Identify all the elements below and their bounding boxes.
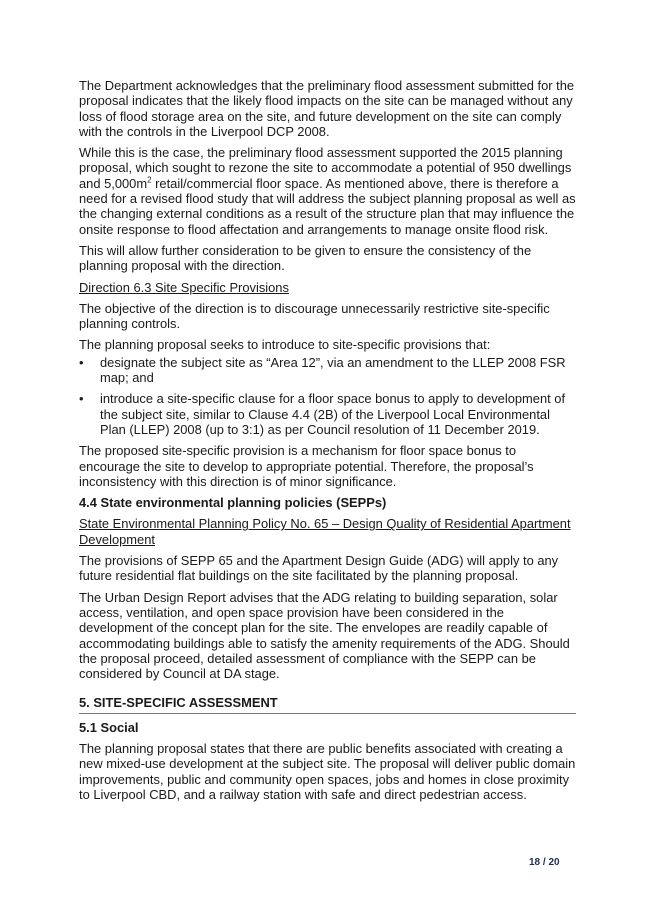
sepp-heading: State Environmental Planning Policy No. 65 – Design Quality of Residential Apartment Development <box>79 516 571 547</box>
paragraph-text: retail/commercial floor space. As mentioned above, there is therefore a need for a revised flood study that will address the subject planning proposal as well as the changing external conditions as a result of the structure plan that may influence the onsite response to flood affectation and arrangements to manage onsite flood risk. <box>79 175 576 237</box>
list-item: • introduce a site-specific clause for a floor space bonus to apply to development of the subject site, similar to Clause 4.4 (2B) of the Liverpool Local Environmental Plan (LLEP) 2008 (up to 3:1) as per Council resolution of 11 December 2019. <box>79 391 566 437</box>
page-number: 18 / 20 <box>529 857 560 868</box>
paragraph: The proposed site-specific provision is a mechanism for floor space bonus to encourage the site to develop to appropriate potential. Therefore, the proposal’s inconsistency with this direction is of minor significance. <box>79 443 534 489</box>
paragraph: The Urban Design Report advises that the ADG relating to building separation, solar access, ventilation, and open space provision have been considered in the development of the concept plan for the site. The envelopes are readily capable of accommodating buildings able to satisfy the amenity requirements of the ADG. Should the proposal proceed, detailed assessment of compliance with the SEPP can be considered by Council at DA stage. <box>79 589 570 682</box>
paragraph: The objective of the direction is to discourage unnecessarily restrictive site-specific planning controls. <box>79 300 550 332</box>
section-heading-5-1: 5.1 Social <box>79 719 139 735</box>
superscript: 2 <box>147 175 152 185</box>
section-heading-4-4: 4.4 State environmental planning policies (SEPPs) <box>79 495 387 511</box>
bullet-list <box>79 355 576 437</box>
paragraph: The planning proposal seeks to introduce to site-specific provisions that: <box>79 337 491 353</box>
list-item: • designate the subject site as “Area 12”, via an amendment to the LLEP 2008 FSR map; and <box>79 354 566 386</box>
paragraph: The Department acknowledges that the preliminary flood assessment submitted for the proposal indicates that the likely flood impacts on the site can be managed without any loss of flood storage area on the site, and future development on the site can comply with the controls in the Liverpool DCP 2008. <box>79 78 575 139</box>
bullet-icon: • <box>79 354 84 370</box>
paragraph: This will allow further consideration to be given to ensure the consistency of the planning proposal with the direction. <box>79 242 532 274</box>
document-page <box>79 78 576 808</box>
direction-heading: Direction 6.3 Site Specific Provisions <box>79 279 289 295</box>
paragraph-text: While this is the case, the preliminary flood assessment supported the 2015 planning proposal, which sought to rezone the site to accommodate a potential of 950 dwellings and 5,000m <box>79 145 572 191</box>
bullet-icon: • <box>79 391 84 407</box>
paragraph: The provisions of SEPP 65 and the Apartment Design Guide (ADG) will apply to any future residential flat buildings on the site facilitated by the planning proposal. <box>79 553 559 584</box>
paragraph <box>79 145 576 237</box>
section-heading-5: 5. SITE-SPECIFIC ASSESSMENT <box>79 695 576 713</box>
paragraph: The planning proposal states that there are public benefits associated with creating a new mixed-use development at the subject site. The proposal will deliver public domain improvements, public and community open spaces, jobs and homes in close proximity to Liverpool CBD, and a railway station with safe and direct pedestrian access. <box>79 740 576 802</box>
